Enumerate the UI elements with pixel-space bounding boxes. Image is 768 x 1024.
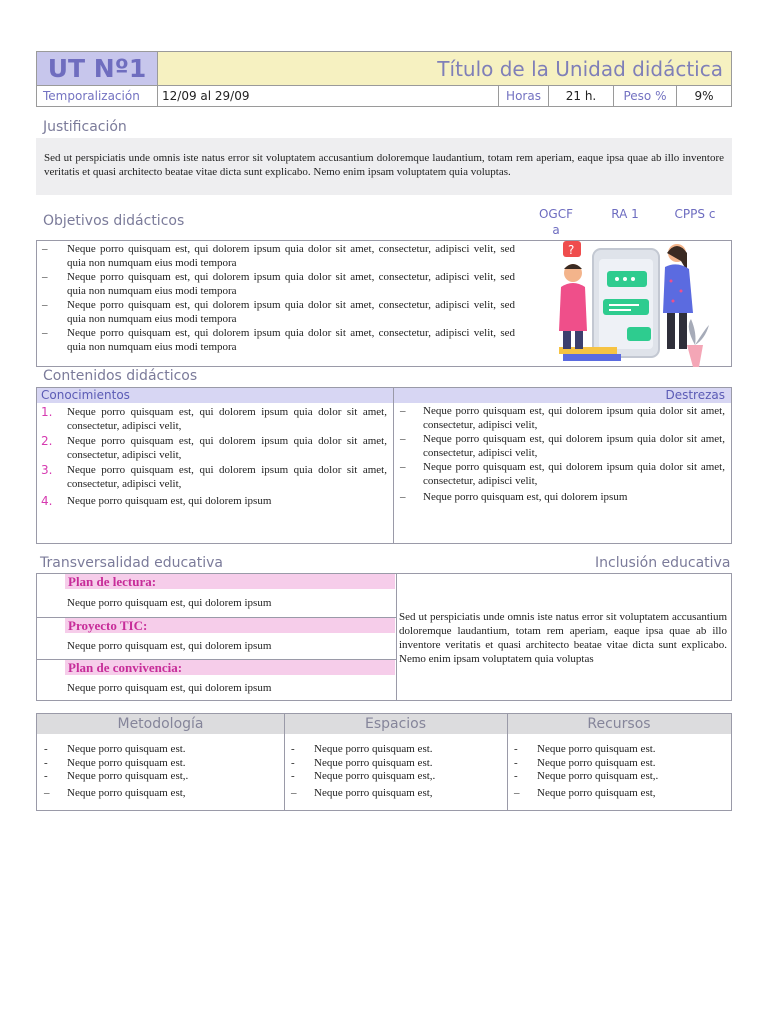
item-text: Neque porro quisquam est,. bbox=[314, 770, 436, 782]
list-item bbox=[41, 494, 387, 508]
objetivo-text: Neque porro quisquam est, qui dolorem ipsum quia dolor sit amet, consectetur, adipisci velit, sed quia non numquam eius modi tempora bbox=[67, 327, 515, 353]
header-title-row bbox=[36, 51, 732, 86]
item-text: Neque porro quisquam est,. bbox=[67, 770, 189, 782]
contenidos-box bbox=[36, 387, 732, 544]
item-text: Neque porro quisquam est. bbox=[537, 743, 656, 755]
objetivo-text: Neque porro quisquam est, qui dolorem ipsum quia dolor sit amet, consectetur, adipisci velit, sed quia non numquam eius modi tempora bbox=[67, 299, 515, 325]
list-item bbox=[399, 490, 725, 504]
item-text: Neque porro quisquam est, bbox=[67, 786, 186, 799]
proyecto-tic-text: Neque porro quisquam est, qui dolorem ipsum bbox=[67, 640, 272, 652]
horas-value: 21 h. bbox=[549, 86, 614, 106]
transversalidad-title: Transversalidad educativa bbox=[40, 555, 223, 571]
peso-label: Peso % bbox=[614, 86, 677, 106]
objetivos-box bbox=[36, 240, 732, 367]
conocimiento-text: Neque porro quisquam est, qui dolorem ipsum quia dolor sit amet, consectetur, adipisci velit, bbox=[67, 435, 387, 461]
item-number: 4. bbox=[41, 494, 53, 508]
espacios-column bbox=[284, 714, 507, 810]
list-item bbox=[41, 326, 515, 354]
item-text: Neque porro quisquam est, bbox=[314, 786, 433, 799]
unit-header bbox=[36, 51, 732, 107]
item-text: Neque porro quisquam est. bbox=[537, 756, 656, 769]
list-item bbox=[399, 404, 725, 432]
justificacion-text: Sed ut perspiciatis unde omnis iste natus error sit voluptatem accusantium doloremque laudantium, totam rem aperiam, eaque ipsa quae ab illo inventore veritatis et quasi architecto beatae vitae dicta sunt explicabo. Nemo enim ipsam voluptatem quia voluptas. bbox=[36, 138, 732, 195]
objetivo-text: Neque porro quisquam est, qui dolorem ipsum quia dolor sit amet, consectetur, adipisci velit, sed quia non numquam eius modi tempora bbox=[67, 243, 515, 269]
list-dash: – bbox=[44, 786, 50, 799]
list-dash: – bbox=[291, 786, 297, 799]
recursos-title: Recursos bbox=[587, 716, 651, 732]
list-dash: - bbox=[291, 743, 295, 755]
item-text: Neque porro quisquam est. bbox=[67, 743, 186, 755]
list-dash: – bbox=[400, 405, 406, 417]
list-item bbox=[513, 787, 658, 801]
list-item bbox=[41, 270, 515, 298]
temporalizacion-value: 12/09 al 29/09 bbox=[158, 86, 499, 106]
list-item bbox=[43, 770, 188, 784]
list-dash: – bbox=[400, 461, 406, 473]
svg-text:?: ? bbox=[568, 243, 575, 257]
list-dash: - bbox=[44, 770, 48, 782]
inclusion-text: Sed ut perspiciatis unde omnis iste natus error sit voluptatem accusantium doloremque laudantium, totam rem aperiam, eaque ipsa quae ab illo inventore veritatis et quasi architecto beatae vitae dicta sunt explicabo. Nemo enim ipsam voluptatem quia voluptas bbox=[399, 611, 727, 665]
destreza-text: Neque porro quisquam est, qui dolorem ipsum quia dolor sit amet, consectetur, adipisci velit, bbox=[423, 405, 725, 431]
item-number: 1. bbox=[41, 405, 53, 419]
destreza-text: Neque porro quisquam est, qui dolorem ipsum quia dolor sit amet, consectetur, adipisci velit, bbox=[423, 461, 725, 487]
list-item bbox=[513, 743, 658, 757]
list-item bbox=[290, 757, 435, 771]
list-item bbox=[41, 434, 387, 462]
unit-number: UT Nº1 bbox=[37, 52, 158, 85]
list-dash: - bbox=[514, 743, 518, 755]
list-dash: - bbox=[291, 756, 295, 769]
temporalizacion-label: Temporalización bbox=[37, 86, 158, 106]
list-item bbox=[41, 298, 515, 326]
list-item bbox=[513, 770, 658, 784]
metodologia-column bbox=[37, 714, 284, 810]
list-item bbox=[290, 770, 435, 784]
transversalidad-box bbox=[36, 573, 732, 701]
plan-convivencia-title: Plan de convivencia: bbox=[65, 660, 395, 675]
item-text: Neque porro quisquam est,. bbox=[537, 770, 659, 782]
col-ra bbox=[610, 206, 640, 222]
list-item bbox=[290, 743, 435, 757]
conocimiento-text: Neque porro quisquam est, qui dolorem ipsum bbox=[67, 495, 272, 507]
espacios-title: Espacios bbox=[364, 716, 427, 732]
metodologia-title: Metodología bbox=[117, 716, 204, 732]
recursos-column bbox=[507, 714, 731, 810]
col-cpps-label: CPPS c bbox=[674, 207, 716, 221]
list-item bbox=[290, 787, 435, 801]
objetivo-text: Neque porro quisquam est, qui dolorem ipsum quia dolor sit amet, consectetur, adipisci velit, sed quia non numquam eius modi tempora bbox=[67, 271, 515, 297]
metodologia-list bbox=[43, 743, 188, 800]
objetivos-title: Objetivos didácticos bbox=[43, 213, 185, 229]
list-item bbox=[43, 757, 188, 771]
list-dash: - bbox=[514, 770, 518, 782]
proyecto-tic-title: Proyecto TIC: bbox=[65, 618, 395, 633]
conocimientos-label: Conocimientos bbox=[41, 388, 130, 402]
conocimientos-list bbox=[41, 405, 387, 509]
list-item bbox=[43, 787, 188, 801]
col-cpps bbox=[672, 206, 718, 222]
contenidos-header bbox=[37, 388, 731, 403]
item-number: 3. bbox=[41, 463, 53, 477]
column-divider bbox=[393, 388, 394, 543]
destrezas-label: Destrezas bbox=[665, 388, 725, 402]
col-ra-label: RA 1 bbox=[611, 207, 639, 221]
column-divider bbox=[396, 574, 397, 700]
horas-label: Horas bbox=[499, 86, 549, 106]
list-item bbox=[41, 463, 387, 491]
chat-people-illustration-icon bbox=[553, 241, 713, 367]
plan-lectura-title: Plan de lectura: bbox=[65, 574, 395, 589]
metodologia-box bbox=[36, 713, 732, 811]
list-dash: – bbox=[400, 433, 406, 445]
destrezas-list bbox=[399, 404, 725, 504]
destreza-text: Neque porro quisquam est, qui dolorem ipsum bbox=[423, 491, 628, 503]
list-dash: – bbox=[42, 299, 48, 311]
unit-title: Título de la Unidad didáctica bbox=[158, 52, 731, 85]
plan-convivencia-text: Neque porro quisquam est, qui dolorem ipsum bbox=[67, 682, 272, 694]
list-dash: – bbox=[400, 491, 406, 503]
list-item bbox=[399, 460, 725, 488]
item-number: 2. bbox=[41, 434, 53, 448]
col-ogcf bbox=[534, 206, 578, 238]
list-item bbox=[399, 432, 725, 460]
list-dash: – bbox=[514, 786, 520, 799]
espacios-list bbox=[290, 743, 435, 800]
list-item bbox=[43, 743, 188, 757]
item-text: Neque porro quisquam est, bbox=[537, 786, 656, 799]
list-dash: - bbox=[44, 743, 48, 755]
list-item bbox=[513, 757, 658, 771]
list-dash: - bbox=[514, 756, 518, 769]
list-dash: – bbox=[42, 271, 48, 283]
list-item bbox=[41, 242, 515, 270]
objetivos-list bbox=[41, 242, 515, 354]
plan-lectura-text: Neque porro quisquam est, qui dolorem ipsum bbox=[67, 597, 272, 609]
item-text: Neque porro quisquam est. bbox=[314, 743, 433, 755]
recursos-list bbox=[513, 743, 658, 800]
item-text: Neque porro quisquam est. bbox=[67, 756, 186, 769]
destreza-text: Neque porro quisquam est, qui dolorem ipsum quia dolor sit amet, consectetur, adipisci velit, bbox=[423, 433, 725, 459]
list-dash: - bbox=[44, 756, 48, 769]
list-item bbox=[41, 405, 387, 433]
inclusion-title: Inclusión educativa bbox=[595, 555, 731, 571]
list-dash: - bbox=[291, 770, 295, 782]
peso-value: 9% bbox=[694, 89, 714, 103]
list-dash: – bbox=[42, 243, 48, 255]
contenidos-title: Contenidos didácticos bbox=[43, 368, 198, 384]
col-ogcf-label: OGCF a bbox=[538, 207, 574, 237]
justificacion-title: Justificación bbox=[43, 119, 127, 135]
header-meta-row bbox=[36, 86, 732, 107]
conocimiento-text: Neque porro quisquam est, qui dolorem ipsum quia dolor sit amet, consectetur, adipisci velit, bbox=[67, 464, 387, 490]
conocimiento-text: Neque porro quisquam est, qui dolorem ipsum quia dolor sit amet, consectetur, adipisci velit, bbox=[67, 406, 387, 432]
list-dash: – bbox=[42, 327, 48, 339]
item-text: Neque porro quisquam est. bbox=[314, 756, 433, 769]
